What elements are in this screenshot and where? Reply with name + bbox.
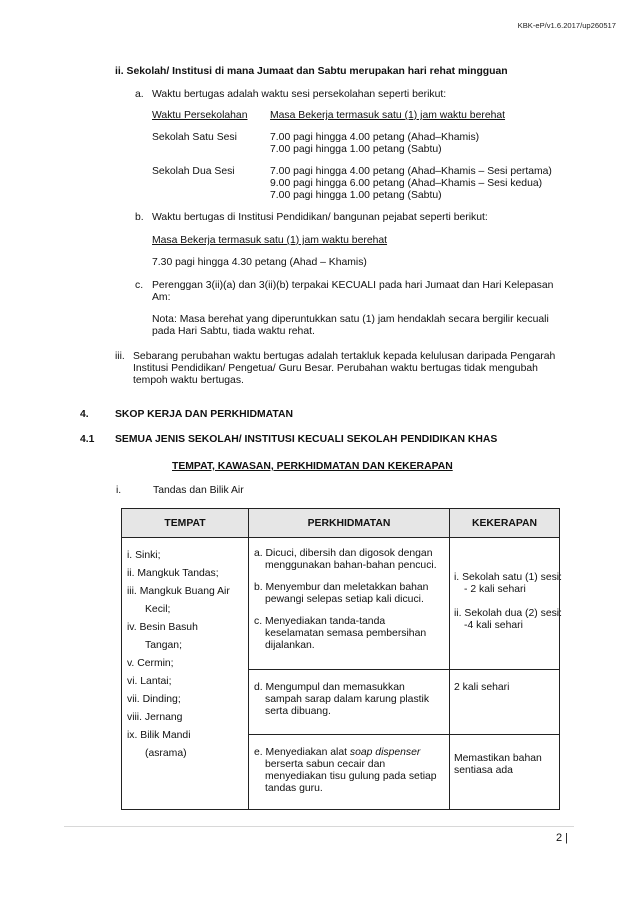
item-i-text: Tandas dan Bilik Air [153, 485, 244, 496]
perkhidmatan-line [254, 747, 420, 759]
item-a-label: a. [135, 89, 144, 100]
section-iii-line: tempoh waktu bertugas. [133, 375, 244, 386]
perkhidmatan-line: d. Mengumpul dan memasukkan [254, 682, 405, 693]
footer-divider [64, 826, 574, 827]
kekerapan-cell-1 [450, 538, 563, 670]
nota-line: Nota: Masa berehat yang diperuntukkan satu (1) jam hendaklah secara bergilir kecuali [152, 314, 549, 325]
item-c-label: c. [135, 280, 144, 291]
perkhidmatan-cell-2 [249, 670, 450, 735]
header-perkhidmatan: PERKHIDMATAN [249, 509, 450, 538]
tempat-item: i. Sinki; [127, 550, 161, 561]
page-number: 2 | [555, 832, 568, 844]
perkhidmatan-line: c. Menyediakan tanda-tanda [254, 616, 386, 627]
kekerapan-line: - 2 kali sehari [464, 584, 526, 595]
item-a-text: Waktu bertugas adalah waktu sesi persekolahan seperti berikut: [152, 89, 447, 100]
item-b-text: Waktu bertugas di Institusi Pendidikan/ bangunan pejabat seperti berikut: [152, 212, 488, 223]
tempat-item: Tangan; [145, 640, 182, 651]
perkhidmatan-line: menyediakan tisu gulung pada setiap [265, 771, 437, 782]
tempat-item: v. Cermin; [127, 658, 174, 669]
row-dua-sesi-line: 7.00 pagi hingga 1.00 petang (Sabtu) [270, 190, 442, 201]
section-4-title: SKOP KERJA DAN PERKHIDMATAN [115, 409, 293, 420]
item-b-header: Masa Bekerja termasuk satu (1) jam waktu berehat [152, 235, 388, 246]
perkhidmatan-line: keselamatan semasa pembersihan [265, 628, 427, 639]
section-iii-label: iii. [115, 351, 125, 362]
item-b-label: b. [135, 212, 144, 223]
document-id: KBK-eP/v1.6.2017/up260517 [517, 21, 616, 30]
perkhidmatan-line: dijalankan. [265, 640, 315, 651]
header-tempat: TEMPAT [122, 509, 249, 538]
kekerapan-line: -4 kali sehari [464, 620, 523, 631]
item-i-label: i. [116, 485, 122, 496]
tempat-item: iii. Mangkuk Buang Air [127, 586, 230, 597]
tempat-item: (asrama) [145, 748, 187, 759]
perkhidmatan-cell-3 [249, 735, 450, 810]
perkhidmatan-line: a. Dicuci, dibersih dan digosok dengan [254, 548, 433, 559]
tempat-item: ii. Mangkuk Tandas; [127, 568, 219, 579]
row-dua-sesi-line: 7.00 pagi hingga 4.00 petang (Ahad–Khamis – Sesi pertama) [270, 166, 552, 177]
kekerapan-line: i. Sekolah satu (1) sesi: [454, 572, 562, 583]
item-c-line: Am: [152, 292, 171, 303]
section-iii-line: Sebarang perubahan waktu bertugas adalah tertakluk kepada kelulusan daripada Pengarah [133, 351, 556, 362]
perkhidmatan-cell-1 [249, 538, 450, 670]
kekerapan-cell-3 [450, 735, 560, 810]
perkhidmatan-prefix: e. Menyediakan alat [254, 747, 350, 758]
kekerapan-line: sentiasa ada [454, 765, 513, 776]
section-41-title: SEMUA JENIS SEKOLAH/ INSTITUSI KECUALI SEKOLAH PENDIDIKAN KHAS [115, 434, 498, 445]
perkhidmatan-line: serta dibuang. [265, 706, 331, 717]
perkhidmatan-line: pewangi selepas setiap kali dicuci. [265, 594, 424, 605]
section-41-number: 4.1 [80, 434, 95, 445]
perkhidmatan-line: berserta sabun cecair dan [265, 759, 386, 770]
kekerapan-cell-2 [450, 670, 560, 735]
row-dua-sesi-label: Sekolah Dua Sesi [152, 166, 235, 177]
item-c-line: Perenggan 3(ii)(a) dan 3(ii)(b) terpakai KECUALI pada hari Jumaat dan Hari Kelepasan [152, 280, 554, 291]
col-header-masa: Masa Bekerja termasuk satu (1) jam waktu berehat [270, 110, 506, 121]
row-satu-sesi-line: 7.00 pagi hingga 1.00 petang (Sabtu) [270, 144, 442, 155]
tempat-item: ix. Bilik Mandi [127, 730, 191, 741]
services-table [121, 508, 563, 810]
row-dua-sesi-line: 9.00 pagi hingga 6.00 petang (Ahad–Khamis – Sesi kedua) [270, 178, 543, 189]
section-4-number: 4. [80, 409, 89, 420]
perkhidmatan-line: tandas guru. [265, 783, 323, 794]
nota-line: pada Hari Sabtu, tiada waktu rehat. [152, 326, 315, 337]
header-kekerapan: KEKERAPAN [450, 509, 560, 538]
tempat-item: viii. Jernang [127, 712, 183, 723]
tempat-item: Kecil; [145, 604, 171, 615]
perkhidmatan-line: b. Menyembur dan meletakkan bahan [254, 582, 429, 593]
table-subtitle: TEMPAT, KAWASAN, PERKHIDMATAN DAN KEKERAPAN [172, 461, 453, 472]
tempat-item: vii. Dinding; [127, 694, 181, 705]
kekerapan-line: Memastikan bahan [454, 753, 542, 764]
perkhidmatan-line: sampah sarap dalam karung plastik [265, 694, 430, 705]
section-iii-line: Institusi Pendidikan/ Pengetua/ Guru Besar. Perubahan waktu bertugas tidak mengubah [133, 363, 538, 374]
row-satu-sesi-line: 7.00 pagi hingga 4.00 petang (Ahad–Khamis) [270, 132, 480, 143]
row-satu-sesi-label: Sekolah Satu Sesi [152, 132, 237, 143]
item-b-time: 7.30 pagi hingga 4.30 petang (Ahad – Khamis) [152, 257, 367, 268]
kekerapan-line: 2 kali sehari [454, 682, 510, 693]
kekerapan-line: ii. Sekolah dua (2) sesi: [454, 608, 563, 619]
soap-dispenser-term: soap dispenser [349, 747, 421, 758]
section-ii-heading: ii. Sekolah/ Institusi di mana Jumaat dan Sabtu merupakan hari rehat mingguan [115, 66, 508, 77]
col-header-waktu: Waktu Persekolahan [152, 110, 248, 121]
tempat-item: vi. Lantai; [127, 676, 172, 687]
tempat-item: iv. Besin Basuh [127, 622, 198, 633]
perkhidmatan-line: menggunakan bahan-bahan pencuci. [265, 560, 437, 571]
tempat-cell [122, 538, 249, 810]
